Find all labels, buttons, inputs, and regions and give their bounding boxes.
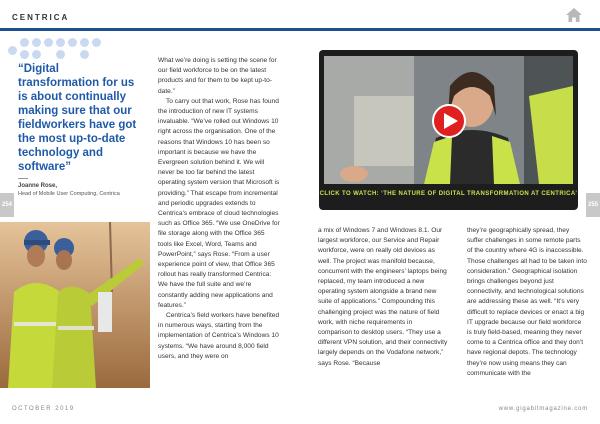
quote-author-title: Head of Mobile User Computing, Centrica xyxy=(18,191,120,197)
article-paragraph: To carry out that work, Rose has found the introduction of new IT systems invaluable. “We’ve rolled out Windows 10 right across the organisation. One of the reasons that Windows 10 has been so important is because we have the Evergreen solution behind it. We will never be too far behind the latest operating system version that Microsoft is providing.” That escape from incremental and periodic upgrades extends to Centrica’s embrace of cloud technologies such as Office 365. “We use OneDrive for file storage along with the Office 365 tools like Excel, Word, Teams and PowerPoint,” says Rose. “From a user experience point of view, that Office 365 rollout has really transformed Centrica: We have the full suite and we’re constantly adding new applications and features.” xyxy=(158,97,280,309)
video-player[interactable] xyxy=(319,50,578,210)
play-icon xyxy=(444,113,458,129)
article-column-1 xyxy=(158,56,280,362)
quote-author: Joanne Rose, xyxy=(18,183,58,189)
page-number-left: 254 xyxy=(0,193,14,217)
header-divider xyxy=(0,28,600,31)
video-link-caption[interactable]: CLICK TO WATCH: ‘THE NATURE OF DIGITAL TRANSFORMATION AT CENTRICA’ xyxy=(319,191,578,197)
home-icon[interactable] xyxy=(566,8,582,22)
quote-divider xyxy=(18,178,28,179)
page-number-right: 255 xyxy=(586,193,600,217)
video-thumbnail[interactable] xyxy=(324,56,573,184)
article-paragraph: What we’re doing is setting the scene for our field workforce to be on the latest products and for them to be kept up-to-date.” xyxy=(158,57,277,95)
pull-quote: “Digital transformation for us is about continually making sure that our fieldworkers have got the most up-to-date technology and software” xyxy=(18,63,137,173)
field-workers-photo xyxy=(0,222,150,388)
article-column-3: they’re geographically spread, they suffer challenges in some remote parts of the country where 4G is inaccessible. Those challenges all had to be taken into consideration.” Geographical isolation brings challenges beyond just connectivity, and technological solutions are addressing these as well. “It’s very difficult to replace devices or enact a big IT upgrade because our field workforce is truly field-based, meaning they never come to a Centrica office and they don’t have regional depots. The technology they’re now using means they can communicate with the xyxy=(467,227,587,377)
website-link[interactable]: www.gigabitmagazine.com xyxy=(498,406,588,412)
article-column-2: a mix of Windows 7 and Windows 8.1. Our largest workforce, our Service and Repair workforce, were on really old devices as well. The project was manifold because, concurrent with the engineers’ laptops being replaced, my team introduced a new operating system alongside a brand new suite of applications.” Compounding this challenging project was the nature of field work, with niche requirements in comparison to desktop users. “They use a different VPN solution, and their connectivity largely depends on the Vodafone network,” says Rose. “Because xyxy=(318,227,448,367)
play-button[interactable] xyxy=(432,104,466,138)
article-paragraph: Centrica’s field workers have benefited in numerous ways, starting from the implementation of Centrica’s Windows 10 systems. “We have around 8,000 field users, and they were on xyxy=(158,312,280,360)
magazine-section-title: CENTRICA xyxy=(12,13,70,22)
issue-date: OCTOBER 2019 xyxy=(12,406,75,412)
